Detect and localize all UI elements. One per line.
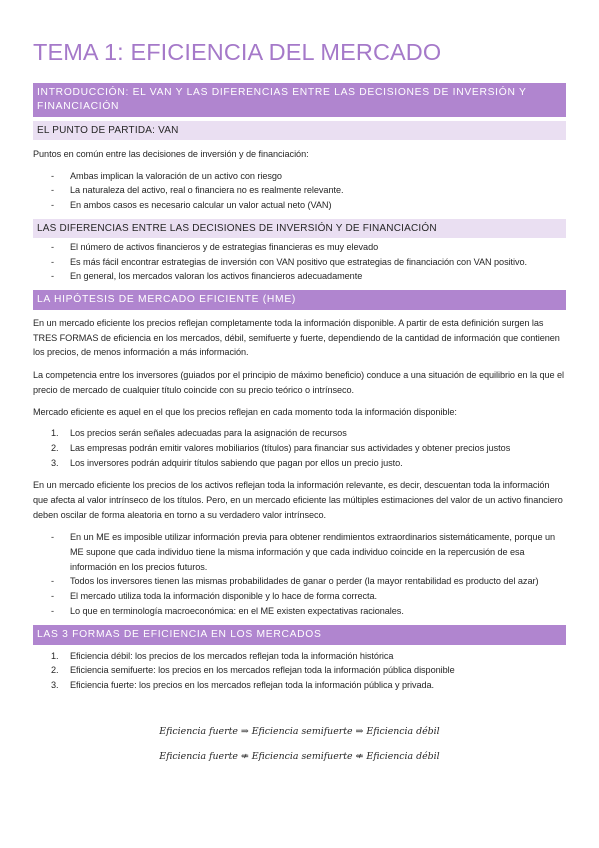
formula-implication: Eficiencia fuerte ⇒ Eficiencia semifuerte ⇒ Eficiencia débil <box>159 725 440 737</box>
subsection-heading-diferencias: LAS DIFERENCIAS ENTRE LAS DECISIONES DE INVERSIÓN Y DE FINANCIACIÓN <box>33 219 566 238</box>
dash-marker: - <box>51 591 54 602</box>
list-item: - El mercado utiliza toda la información disponible y lo hace de forma correcta. <box>33 589 566 604</box>
number-marker: 1. <box>51 428 59 439</box>
dash-marker: - <box>51 170 54 181</box>
paragraph-hme-2: La competencia entre los inversores (guiados por el principio de máximo beneficio) conduce a una situación de equilibrio en la que el precio de mercado de cualquier título coincide con su precio teórico o intrínseco. <box>33 370 565 395</box>
list-item: 1. Los precios serán señales adecuadas para la asignación de recursos <box>33 426 566 441</box>
list-item: - En un ME es imposible utilizar información previa para obtener rendimientos extraordinarios sistemáticamente, porque un ME supone que cada individuo tiene la misma información y que cada individuo coincide en la repercusión de esa información en los precios futuros. <box>51 532 556 572</box>
list-item: - Lo que en terminología macroeconómica: en el ME existen expectativas racionales. <box>33 604 566 619</box>
number-marker: 2. <box>51 442 59 453</box>
section-heading-formas: LAS 3 FORMAS DE EFICIENCIA EN LOS MERCADOS <box>33 625 566 645</box>
dash-marker: - <box>51 185 54 196</box>
list-item: 3. Los inversores podrán adquirir títulos sabiendo que pagan por ellos un precio justo. <box>33 456 566 471</box>
paragraph-van-lead: Puntos en común entre las decisiones de inversión y de financiación: <box>33 149 309 159</box>
list-item: 2. Eficiencia semifuerte: los precios en los mercados reflejan toda la información pública disponible <box>33 663 566 678</box>
section-heading-intro: INTRODUCCIÓN: EL VAN Y LAS DIFERENCIAS ENTRE LAS DECISIONES DE INVERSIÓN Y FINANCIACIÓN <box>33 83 566 117</box>
section-heading-hme: LA HIPÓTESIS DE MERCADO EFICIENTE (HME) <box>33 290 566 310</box>
number-marker: 3. <box>51 457 59 468</box>
dash-marker: - <box>51 576 54 587</box>
dash-marker: - <box>51 271 54 282</box>
paragraph-hme-4: En un mercado eficiente los precios de los activos reflejan toda la información relevante, es decir, descuentan toda la información que afecta al valor intrínseco de los títulos. Pero, en un mercado eficiente las múltiples estimaciones del valor de un activo financiero deben oscilar de forma aleatoria en torno a su verdadero valor intrínseco. <box>33 480 563 520</box>
subsection-heading-van: EL PUNTO DE PARTIDA: VAN <box>33 121 566 140</box>
list-item: - Es más fácil encontrar estrategias de inversión con VAN positivo que estrategias de financiación con VAN positivo. <box>33 255 566 270</box>
paragraph-hme-3: Mercado eficiente es aquel en el que los precios reflejan en cada momento toda la información disponible: <box>33 407 457 418</box>
number-marker: 3. <box>51 679 59 690</box>
dash-marker: - <box>51 241 54 252</box>
list-item: 3. Eficiencia fuerte: los precios en los mercados reflejan toda la información pública y privada. <box>33 678 566 693</box>
list-item: 1. Eficiencia débil: los precios de los mercados reflejan toda la información histórica <box>33 649 566 664</box>
numbered-list-hme <box>33 426 566 470</box>
dash-marker: - <box>51 532 54 543</box>
list-item: - Ambas implican la valoración de un activo con riesgo <box>33 169 566 184</box>
list-van <box>33 169 566 213</box>
list-item: - La naturaleza del activo, real o financiera no es realmente relevante. <box>33 183 566 198</box>
paragraph-hme-1: En un mercado eficiente los precios reflejan completamente toda la información disponible. A partir de esta definición surgen las TRES FORMAS de eficiencia en los mercados, débil, semifuerte y fuerte, dependiendo de la cantidad de información que contienen los precios, de menos información a más información. <box>33 317 560 358</box>
list-item: - En ambos casos es necesario calcular un valor actual neto (VAN) <box>33 198 566 213</box>
dash-marker: - <box>51 605 54 616</box>
formula-non-implication: Eficiencia fuerte ⇍ Eficiencia semifuerte ⇍ Eficiencia débil <box>159 750 440 762</box>
list-item: - El número de activos financieros y de estrategias financieras es muy elevado <box>33 240 566 255</box>
numbered-list-formas <box>33 649 566 693</box>
list-diferencias <box>33 240 566 284</box>
page-title: TEMA 1: EFICIENCIA DEL MERCADO <box>33 39 442 65</box>
list-item: - Todos los inversores tienen las mismas probabilidades de ganar o perder (la mayor rentabilidad es producto del azar) <box>33 574 566 589</box>
number-marker: 1. <box>51 650 59 661</box>
dash-marker: - <box>51 256 54 267</box>
list-hme-consecuencias <box>33 530 566 618</box>
list-item: - En general, los mercados valoran los activos financieros adecuadamente <box>33 269 566 284</box>
list-item: 2. Las empresas podrán emitir valores mobiliarios (títulos) para financiar sus actividades y obtener precios justos <box>33 441 566 456</box>
number-marker: 2. <box>51 665 59 676</box>
dash-marker: - <box>51 200 54 211</box>
